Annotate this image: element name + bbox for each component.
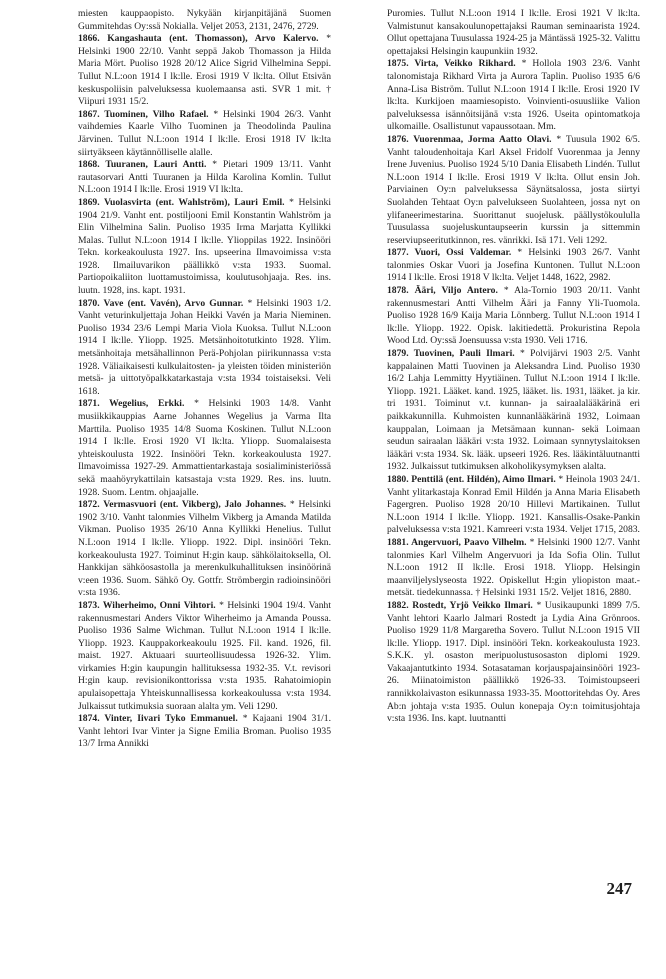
- entry-text: * Tuusula 1902 6/5. Vanht taloudenhoitaja Karl Aksel Fridolf Vuorenmaa ja Jenny Irene Juvenius. Puoliso 1924 5/10 Dania Elisabeth Lindén. Tullut N.L:oon 1914 I lk:lle. Erosi 1919 V lk:lta. Ollut ensin Joh. Parviainen Oy:n palveluksessa Säynätsalossa, josta siirtyi Suolahden Tehtaat Oy:n palvelukseen Suolahteen, jossa nyt on ylifaneerimestarina. Suorittanut suojelusk. päällystökoululla Tuusulassa suojeluskuntaupseerin kurssin ja sittemmin reserviupseeritutkinnon, res. vänrikki. Isä 171. Veli 1292.: [387, 133, 641, 246]
- biography-entry: [387, 600, 640, 726]
- entry-text: * Hollola 1903 23/6. Vanht talonomistaja Rikhard Virta ja Aurora Taplin. Puoliso 1935 6/6 Anna-Lisa Biström. Tullut N.L:oon 1914 I lk:lle. Erosi 1920 IV lk:lta. Kurkijoen maamiesopisto. Voinvienti-osuusliike Valion palveluksessa isännöitsijänä v:sta 1926. Useita opintomatkoja ulkomaille. Osallistunut vapaussotaan. Mm.: [387, 58, 640, 133]
- biography-entry: [78, 398, 331, 499]
- biography-entry: [387, 134, 640, 247]
- biography-entry: [387, 348, 640, 474]
- entry-heading: 1879. Tuovinen, Pauli Ilmari.: [387, 348, 515, 360]
- entry-text: * Kajaani 1904 31/1. Vanht lehtori Ivar Vinter ja Signe Emilia Broman. Puoliso 1935 13/7 Irma Annikki: [78, 713, 331, 750]
- entry-text: miesten kauppaopisto. Nykyään kirjanpitäjänä Suomen Gummitehdas Oy:ssä Nokialla. Veljet 2053, 2131, 2476, 2729.: [78, 8, 331, 32]
- biography-entry: [78, 298, 331, 399]
- biography-entry: [387, 58, 640, 134]
- entry-heading: 1872. Vermasvuori (ent. Vikberg), Jalo Johannes.: [78, 499, 287, 511]
- entry-heading: 1868. Tuuranen, Lauri Antti.: [78, 159, 207, 171]
- text-columns: [78, 8, 640, 751]
- biography-entry: [78, 197, 331, 298]
- biography-entry: [78, 8, 331, 33]
- biography-entry: [387, 474, 640, 537]
- entry-heading: 1881. Angervuori, Paavo Vilhelm.: [387, 536, 527, 548]
- entry-heading: 1867. Tuominen, Vilho Rafael.: [78, 108, 209, 120]
- biography-entry: [387, 247, 640, 285]
- entry-heading: 1870. Vave (ent. Vavén), Arvo Gunnar.: [78, 297, 244, 309]
- biography-entry: [387, 537, 640, 600]
- biography-entry: [387, 8, 640, 58]
- biography-entry: [78, 713, 331, 751]
- entry-heading: 1871. Wegelius, Erkki.: [78, 398, 185, 410]
- entry-text: * Helsinki 1903 14/8. Vanht musiikkikauppias Aarne Johannes Wegelius ja Varma Ilta Marttila. Puoliso 1935 14/8 Suoma Koskinen. Tullut N.L:oon 1914 I lk:lle. Erosi 1920 VI lk:lta. Yliopp. Suomalaisesta yhteiskoulusta 1922. Insinööri Tekn. korkeakoulusta 1927. Ilmavoimissa 1927-29. Ammattientarkastaja sosialiministeriössä sekä maahöyrykattilain katsastaja v:sta 1929. Res. ins. luutn. 1928. Suom. Lentm. ohjaajalle.: [78, 398, 331, 498]
- biography-entry: [78, 33, 331, 109]
- entry-heading: 1875. Virta, Veikko Rikhard.: [387, 58, 516, 70]
- biography-entry: [78, 109, 331, 159]
- left-column: [78, 8, 331, 751]
- biography-entry: [78, 499, 331, 600]
- entry-heading: 1876. Vuorenmaa, Jorma Aatto Olavi.: [387, 133, 552, 145]
- entry-text: * Helsinki 1904 26/3. Vanht vaihdemies Kaarle Vilho Tuominen ja Theodolinda Paulina Järvinen. Tullut N.L:oon 1914 I lk:lle. Erosi 1918 IV lk:lta siirtyäkseen käytännölliselle alalle.: [78, 108, 331, 158]
- entry-text: * Helsinki 1900 12/7. Vanht talonmies Karl Vilhelm Angervuori ja Ida Sofia Olin. Tullut N.L:oon 1912 II lk:lle. Erosi 1918. Yliopp. Helsingin maanviljelyslyseosta 1922. Opiskellut H:gin yliopiston maat.- metsät. tiedekunnassa. † Helsinki 1931 15/2. Veljet 1816, 2880.: [387, 536, 640, 599]
- entry-text: * Helsinki 1903 1/2. Vanht veturinkuljettaja Johan Heikki Vavén ja Maria Nieminen. Puoliso 1934 23/6 Lempi Maria Viola Kuoksa. Tullut N.L:oon 1914 I lk:lle. Yliopp. 1925. Metsänhoitotutkinto 1928. Ylim. metsänhoitaja metsähallinnon Perä-Pohjolan piirikunnassa v:sta 1928. Väliaikaisesti kulkulaitosten- ja yleisten töiden ministeriön metsä- ja uittotyöpalkkatarkastaja v:sta 1934 toistaiseksi. Veli 1618.: [78, 297, 331, 397]
- biography-entry: [78, 159, 331, 197]
- entry-text: * Helsinki 1902 3/10. Vanht talonmies Vilhelm Vikberg ja Amanda Matilda Vikman. Puoliso 1935 26/10 Anna Kyllikki Henelius. Tullut N.L:oon 1914 I lk:lle. Yliopp. 1922. Dipl. insinööri Tekn. korkeakoulusta 1927. Toiminut H:gin kaup. sähkölaitoksella, Ol. Hankkijan sähköosastolla ja merenkulkuhallituksen insinöörinä v:een 1936. Suom. Sähkö Oy. Gottfr. Strömbergin radioinsinööri v:sta 1936.: [78, 499, 331, 599]
- page-number: 247: [606, 879, 632, 898]
- biography-entry: [78, 600, 331, 713]
- entry-heading: 1866. Kangashauta (ent. Thomasson), Arvo Kalervo.: [78, 33, 319, 45]
- entry-heading: 1874. Vinter, Iivari Tyko Emmanuel.: [78, 713, 238, 725]
- entry-text: * Polvijärvi 1903 2/5. Vanht kappalainen Matti Tuovinen ja Aleksandra Lind. Puoliso 1930 16/2 Lahja Lemmitty Hyytiäinen. Tullut N.L:oon 1914 I lk:lle. Yliopp. 1921. Lääket. kand. 1925, lääket. lis. 1931, lääket. ja kir. tri 1931. Toiminut v.t. kunnan- ja sairaalalääkärinä eri paikkakunnilla. Kuhmoisten kunnanlääkärinä 1932, Loimaan kauppalan, Loimaan ja Metsämaan kunnan- sekä Loimaan seudun sairaalan lääkäri v:sta 1932. Loimaan synnytyslaitoksen lääkäri v:sta 1934. Sk. lääk. upseeri 1926. Res. lääkintäluutnantti 1932. Julkaissut tutkimuksen alkoholikysymyksen alalta.: [387, 348, 640, 473]
- biography-entry: [387, 285, 640, 348]
- entry-text: * Helsinki 1903 26/7. Vanht talonmies Oskar Vuori ja Josefina Kuntonen. Tullut N.L:oon 1914 I lk:lle. Erosi 1918 V lk:lta. Veljet 1448, 1622, 2982.: [387, 247, 641, 284]
- entry-text: * Helsinki 1904 19/4. Vanht rakennusmestari Anders Viktor Wiherheimo ja Amanda Poussa. Puoliso 1936 Salme Wichman. Tullut N.L:oon 1914 I lk:lle. Yliopp. 1923. Kauppakorkeakoulu 1925. Fil. kand. 1926, fil. maist. 1927. Aktuaari suurteollisuudessa 1926-32. Ylim. virkamies H:gin kaupungin hallituksessa 1932-35. V.t. revisori H:gin kaup. revisionikonttorissa v:sta 1935. Rahatoimiopin apulaisopettaja Yhteiskunnallisessa korkeakoulussa v:sta 1934. Julkaissut tutkimuksia suoraan alalta ym. Veli 1290.: [78, 599, 331, 712]
- right-column: [387, 8, 640, 751]
- entry-heading: 1878. Ääri, Viljo Antero.: [387, 285, 498, 297]
- entry-heading: 1877. Vuori, Ossi Valdemar.: [387, 247, 512, 259]
- entry-text: * Heinola 1903 24/1. Vanht ylitarkastaja Konrad Emil Hildén ja Anna Maria Elisabeth Fagergren. Puoliso 1928 20/10 Hillevi Martikainen. Tullut N.L:oon 1914 I lk:lle. Yliopp. 1921. Kansallis-Osake-Pankin palveluksessa v:sta 1921. Kamreeri v:sta 1934. Veljet 1715, 2083.: [387, 473, 641, 536]
- entry-heading: 1869. Vuolasvirta (ent. Wahlström), Lauri Emil.: [78, 196, 285, 208]
- entry-text: Puromies. Tullut N.L:oon 1914 I lk:lle. Erosi 1921 V lk:lta. Valmistunut kansakoulunopettajaksi Rauman seminaarista 1924. Ollut opettajana Tuusulassa 1924-25 ja Mäntässä 1925-32. Valittu opettajaksi Helsingin kaupunkiin 1932.: [387, 8, 640, 57]
- entry-text: * Uusikaupunki 1899 7/5. Vanht lehtori Kaarlo Jalmari Rostedt ja Lydia Aina Grönroos. Puoliso 1929 11/8 Margaretha Sovero. Tullut N.L:oon 1915 VII lk:lle. Yliopp. 1917. Dipl. insinööri Tekn. korkeakoulusta 1923. S.K.K. yl. osaston meripuolustusosaston diplomi 1929. Vakaajantutkinto 1934. Sotasataman korjauspajainsinööri 1923-26. Miinatoimiston päällikkö 1926-33. Toimistoupseeri rannikkolaivaston esikunnassa 1933-35. Moottoritehdas Oy. Ares Ab:n johtaja v:sta 1935. Oulun konepaja Oy:n toimitusjohtaja v:sta 1936. Ins. kapt. luutnantti: [387, 599, 640, 725]
- entry-heading: 1882. Rostedt, Yrjö Veikko Ilmari.: [387, 599, 533, 611]
- entry-heading: 1880. Penttilä (ent. Hildén), Aimo Ilmari.: [387, 473, 556, 485]
- entry-text: * Ala-Tornio 1903 20/11. Vanht rakennusmestari Antti Vilhelm Ääri ja Fanny Yli-Tuomola. Puoliso 1928 16/9 Kaija Maria Lönnberg. Tullut N.L:oon 1914 I lk:lle. Yliopp. 1922. Opisk. lakitiedettä. Prokuristina Repola Wood Ltd. Oy:ssä Joensuussa v:sta 1930. Veli 1716.: [387, 285, 640, 347]
- entry-text: * Helsinki 1904 21/9. Vanht ent. postiljooni Emil Konstantin Wahlström ja Elin Vilhelmina Salin. Puoliso 1935 Irma Marjatta Kyllikki Malas. Tullut N.L:oon 1914 I lk:lle. Ylioppilas 1922. Insinööri Tekn. korkeakoulusta 1927. Ins. upseerina Ilmavoimissa v:sta 1928. Ilmailuvarikon päällikkö v:sta 1933. Suomal. Partiopoikaliiton luottamustoimissa, koulutusohjaaja. Res. ins. luutn. 1928, ins. kapt. 1931.: [78, 196, 331, 297]
- entry-text: * Helsinki 1900 22/10. Vanht seppä Jakob Thomasson ja Hilda Maria Mört. Puoliso 1928 20/12 Alice Sigrid Vilhelmina Seppi. Tullut N.L:oon 1914 I lk:lle. Erosi 1919 V lk:lta. Ollut Etsivän keskuspoliisin palveluksessa kuolemaansa asti. SVR 1 mit. † Viipuri 1931 15/2.: [78, 33, 331, 108]
- entry-text: * Pietari 1909 13/11. Vanht rautasorvari Antti Tuuranen ja Hilda Karolina Komlin. Tullut N.L:oon 1914 I lk:lle. Erosi 1919 VI lk:lta.: [78, 159, 331, 196]
- entry-heading: 1873. Wiherheimo, Onni Vihtori.: [78, 599, 216, 611]
